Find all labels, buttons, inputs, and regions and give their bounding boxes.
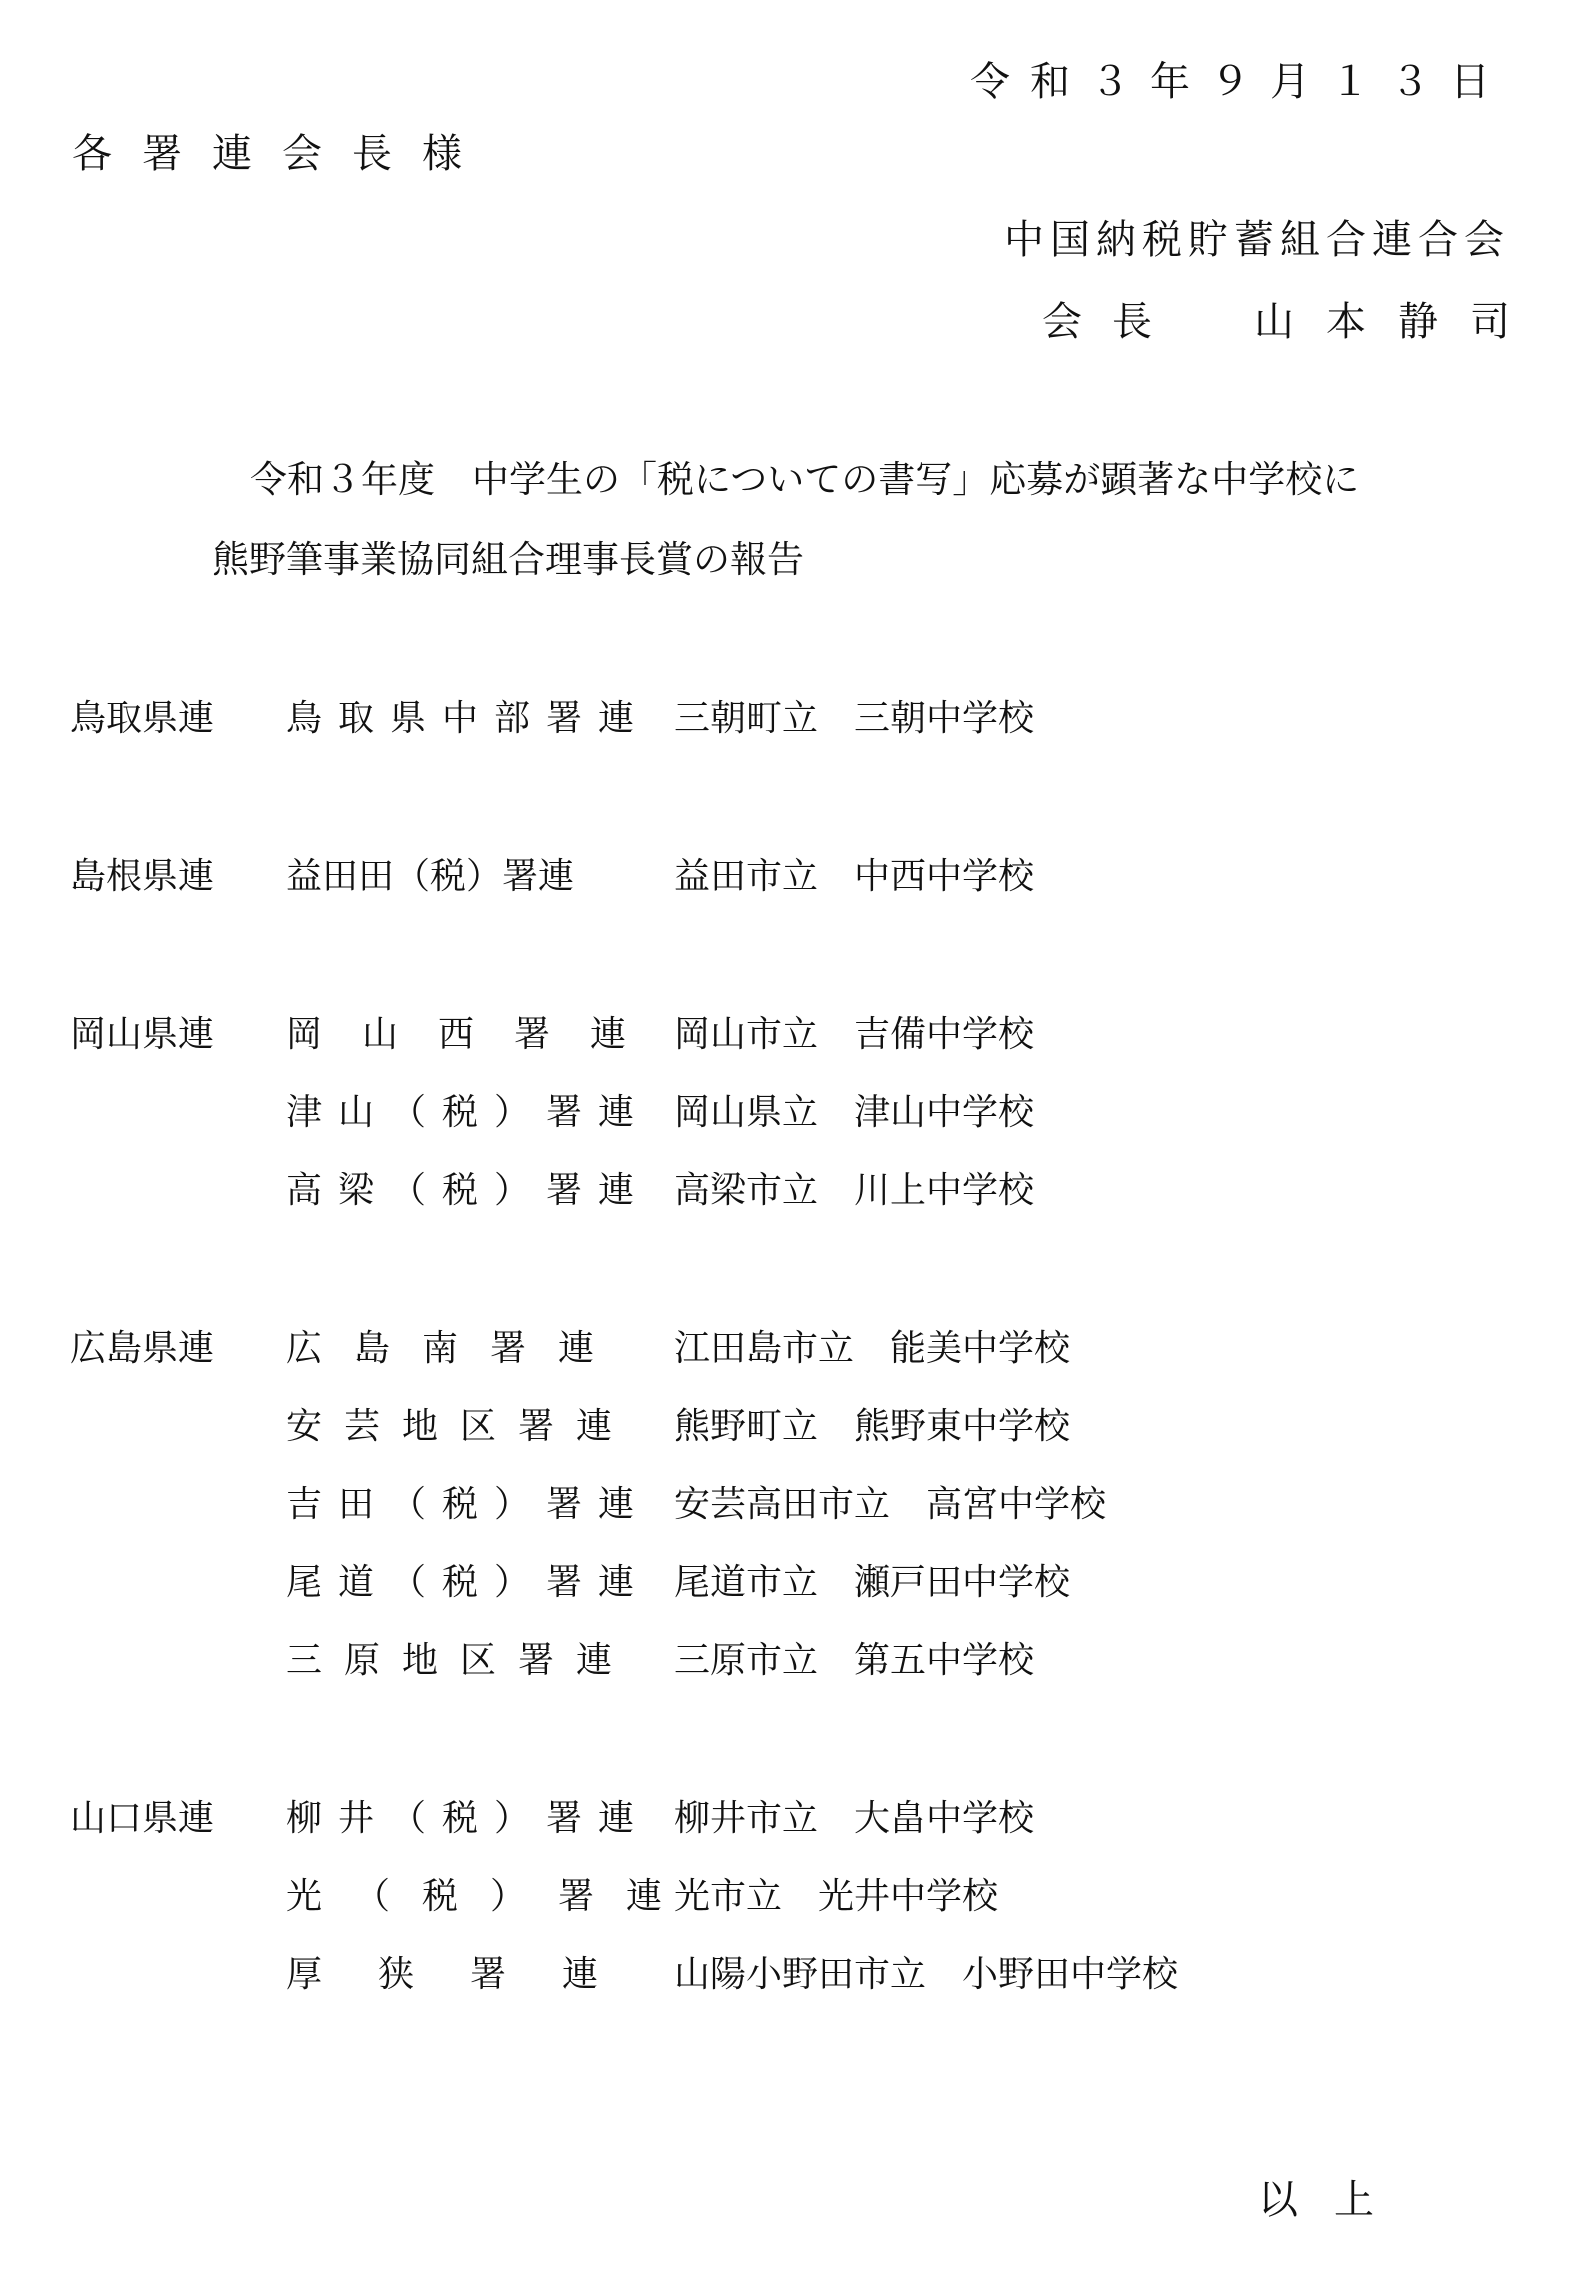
office-name: 吉田（税）署連: [286, 1483, 651, 1525]
municipality: 三原市立: [674, 1639, 819, 1681]
prefecture-group: [70, 1306, 1510, 1696]
sender-role: 会長: [1042, 299, 1182, 345]
award-row: [70, 1306, 1510, 1384]
office-name: 光（税）署連: [286, 1875, 695, 1917]
award-row: [70, 1148, 1510, 1226]
office-name: 鳥取県中部署連: [286, 697, 651, 739]
prefecture-name: 鳥取県連: [70, 697, 215, 739]
municipality: 柳井市立: [674, 1797, 819, 1839]
school-name: 光井中学校: [818, 1875, 999, 1917]
award-row: [70, 1854, 1510, 1932]
award-row: [70, 1776, 1510, 1854]
recipient-line: 各署連会長様: [72, 131, 492, 177]
school-name: 瀬戸田中学校: [854, 1561, 1071, 1603]
office-name: 広島南署連: [286, 1327, 627, 1369]
award-row: [70, 1618, 1510, 1696]
prefecture-group: [70, 1776, 1510, 2010]
office-name: 三原地区署連: [286, 1639, 635, 1681]
school-name: 小野田中学校: [962, 1953, 1179, 1995]
closing-mark: 以上: [1258, 2177, 1410, 2223]
school-name: 高宮中学校: [926, 1483, 1107, 1525]
school-name: 三朝中学校: [854, 697, 1035, 739]
school-name: 津山中学校: [854, 1091, 1035, 1133]
municipality: 尾道市立: [674, 1561, 819, 1603]
prefecture-name: 山口県連: [70, 1797, 215, 1839]
school-name: 川上中学校: [854, 1169, 1035, 1211]
municipality: 熊野町立: [674, 1405, 819, 1447]
sender-signature: [1042, 290, 1542, 347]
school-name: 熊野東中学校: [854, 1405, 1071, 1447]
municipality: 山陽小野田市立: [674, 1953, 927, 1995]
award-row: [70, 1462, 1510, 1540]
award-row: [70, 1070, 1510, 1148]
office-name: 柳井（税）署連: [286, 1797, 651, 1839]
award-row: [70, 992, 1510, 1070]
municipality: 安芸高田市立: [674, 1483, 891, 1525]
school-name: 中西中学校: [854, 855, 1035, 897]
document-subject: [212, 440, 1359, 600]
award-row: [70, 1932, 1510, 2010]
prefecture-group: [70, 676, 1510, 754]
municipality: 江田島市立: [674, 1327, 855, 1369]
office-name: 厚狭署連: [286, 1953, 655, 1995]
sender-name: 山本静司: [1254, 299, 1542, 345]
municipality: 益田市立: [674, 855, 819, 897]
prefecture-name: 岡山県連: [70, 1013, 215, 1055]
subject-line-1: 令和３年度 中学生の「税についての書写」応募が顕著な中学校に: [250, 458, 1360, 501]
document-date: 令和３年９月１３日: [970, 59, 1510, 105]
office-name: 安芸地区署連: [286, 1405, 635, 1447]
award-row: [70, 1384, 1510, 1462]
award-row: [70, 834, 1510, 912]
office-name: 尾道（税）署連: [286, 1561, 651, 1603]
office-name: 高梁（税）署連: [286, 1169, 651, 1211]
prefecture-name: 広島県連: [70, 1327, 215, 1369]
prefecture-group: [70, 992, 1510, 1226]
office-name: 岡山西署連: [286, 1013, 667, 1055]
school-name: 能美中学校: [890, 1327, 1071, 1369]
school-name: 第五中学校: [854, 1639, 1035, 1681]
award-list: [70, 676, 1510, 2090]
municipality: 三朝町立: [674, 697, 819, 739]
municipality: 光市立: [674, 1875, 783, 1917]
school-name: 吉備中学校: [854, 1013, 1035, 1055]
municipality: 高梁市立: [674, 1169, 819, 1211]
office-name: 益田田（税）署連: [286, 855, 575, 897]
school-name: 大畠中学校: [854, 1797, 1035, 1839]
prefecture-group: [70, 834, 1510, 912]
sender-organization: 中国納税貯蓄組合連合会: [1004, 217, 1510, 263]
subject-line-2: 熊野筆事業協同組合理事長賞の報告: [212, 538, 804, 581]
municipality: 岡山市立: [674, 1013, 819, 1055]
office-name: 津山（税）署連: [286, 1091, 651, 1133]
prefecture-name: 島根県連: [70, 855, 215, 897]
municipality: 岡山県立: [674, 1091, 819, 1133]
award-row: [70, 676, 1510, 754]
award-row: [70, 1540, 1510, 1618]
